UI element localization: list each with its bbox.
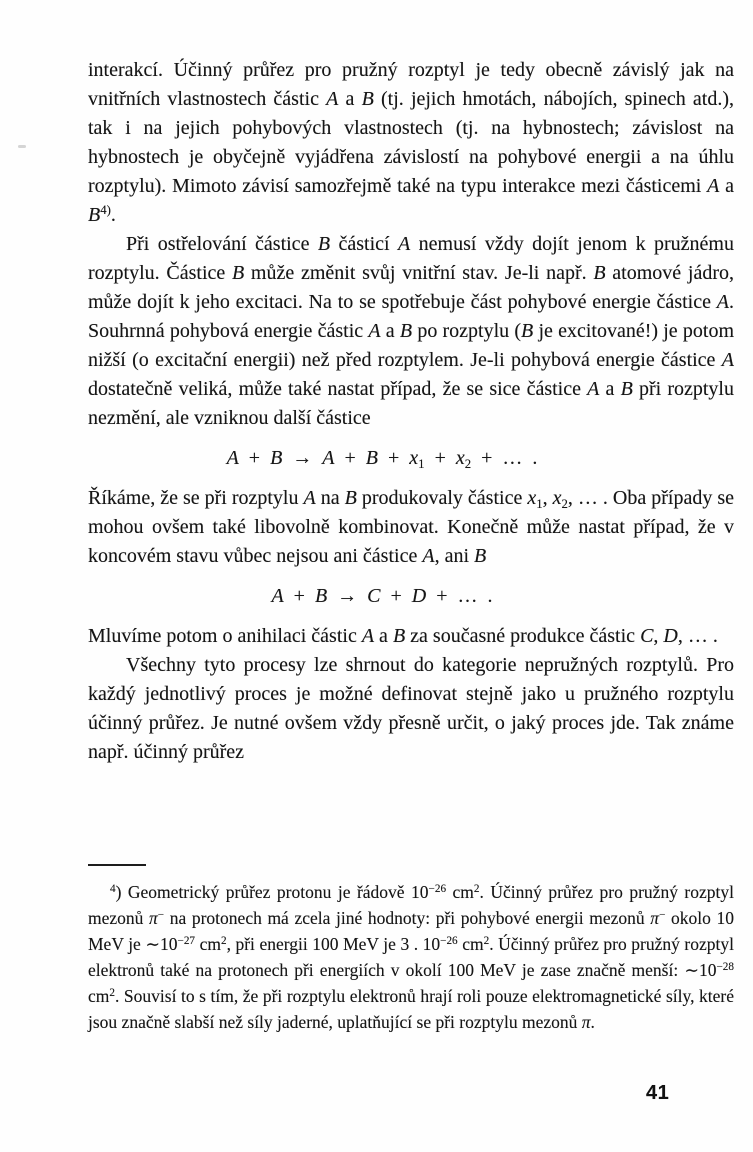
paragraph-annihilation: Mluvíme potom o anihilaci částic A a B za současné produkce částic C, D, … . xyxy=(88,625,718,647)
scan-artifact xyxy=(18,145,26,148)
paragraph-inelastic-category: Všechny tyto procesy lze shrnout do kategorie nepružných rozptylů. Pro každý jednotlivý proces je možné definovat stejně jako u pružného rozptylu účinný průřez. Je nutné ovšem vždy přesně určit, o jaký proces jde. Tak známe např. účinný průřez xyxy=(88,654,734,763)
paragraph-cross-section-dependence: interakcí. Účinný průřez pro pružný rozptyl je tedy obecně závislý jak na vnitřních vlastnostech částic A a B (tj. jejich hmotách, nábojích, spinech atd.), tak i na jejich pohybových vlastnostech (tj. na hybnostech; závislost na hybnostech je obyčejně vyjádřena závislostí na pohybové energii a na úhlu rozptylu). Mimoto závisí samozřejmě také na typu interakce mezi částicemi A a $B^{4)}$. xyxy=(88,59,734,226)
footnote-separator-rule xyxy=(88,864,146,866)
main-text-column xyxy=(88,56,734,767)
paragraph-produced-particles: Říkáme, že se při rozptylu A na B produkovaly částice x1, x2, … . Oba případy se mohou ovšem také libovolně kombinovat. Konečně může nastat případ, že v koncovém stavu vůbec nejsou ani částice A, ani B xyxy=(88,487,734,567)
footnote-4: $^4$) Geometrický průřez protonu je řádově $10^{-26}$ $cm^2$. Účinný průřez pro pružný rozptyl mezonů π− na protonech má zcela jiné hodnoty: při pohybové energii mezonů π− okolo 10 MeV je $\sim 10^{-27}$ $cm^2$, při energii 100 MeV je 3 . $10^{-26}$ $cm^2$. Účinný průřez pro pružný rozptyl elektronů také na protonech při energiích v okolí 100 MeV je zase značně menší: $\sim 10^{-28}$ $cm^2$. Souvisí to s tím, že při rozptylu elektronů hrají roli pouze elektromagnetické síly, které jsou značně slabší než síly jaderné, uplatňující se při rozptylu mezonů π. xyxy=(88,882,734,1032)
equation-annihilation: A + B → C + D + … . xyxy=(271,585,493,607)
paragraph-inelastic-scattering: Při ostřelování částice B částicí A nemusí vždy dojít jenom k pružnému rozptylu. Částice B může změnit svůj vnitřní stav. Je-li např. B atomové jádro, může dojít k jeho excitaci. Na to se spotřebuje část pohybové energie částice A. Souhrnná pohybová energie částic A a B po rozptylu (B je excitované!) je potom nižší (o excitační energii) než před rozptylem. Je-li pohybová energie částice A dostatečně veliká, může také nastat případ, že se sice částice A a B při rozptylu nezmění, ale vzniknou další částice xyxy=(88,233,735,429)
page-number: 41 xyxy=(646,1082,670,1104)
equation-production: A + B → A + B + x1 + x2 + … . xyxy=(226,447,538,471)
